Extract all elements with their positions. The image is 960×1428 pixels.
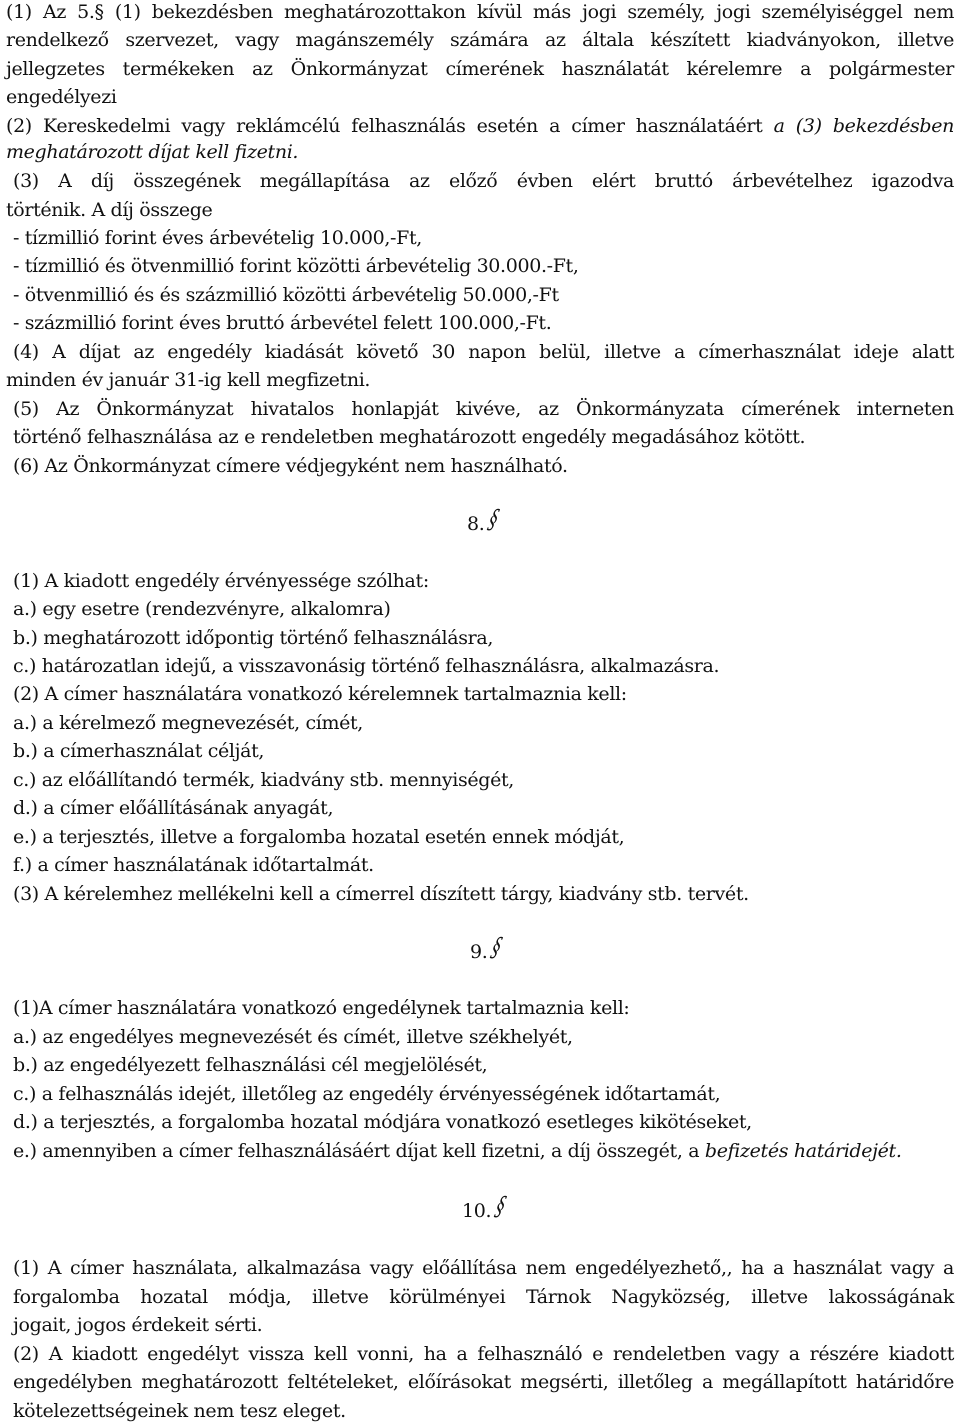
- section-9-heading: [470, 933, 507, 964]
- section-sign-icon: §: [486, 933, 507, 963]
- paragraph-10-2-line-1: (2) A kiadott engedélyt vissza kell vonni, ha a felhasználó e rendeletben vagy a részére kiadott: [13, 1343, 954, 1365]
- paragraph-10-1-line-1: (1) A címer használata, alkalmazása vagy előállítása nem engedélyezhető,, ha a használat vagy a: [13, 1257, 954, 1279]
- paragraph-7-1-line-1: (1) Az 5.§ (1) bekezdésben meghatározottakon kívül más jogi személy, jogi személyiséggel nem: [6, 1, 954, 23]
- paragraph-7-3-line-2: történik. A díj összege: [6, 199, 213, 221]
- paragraph-9-line-6-text: e.) amennyiben a címer felhasználásáért díjat kell fizetni, a díj összegét, a: [13, 1140, 705, 1162]
- paragraph-8-line-8: c.) az előállítandó termék, kiadvány stb. mennyiségét,: [13, 769, 514, 791]
- paragraph-9-line-5: d.) a terjesztés, a forgalomba hozatal módjára vonatkozó esetleges kikötéseket,: [13, 1111, 752, 1133]
- paragraph-8-line-7: b.) a címerhasználat célját,: [13, 740, 265, 762]
- paragraph-7-6-line-1: (6) Az Önkormányzat címere védjegyként nem használható.: [13, 455, 568, 477]
- paragraph-8-line-3: b.) meghatározott időpontig történő felhasználásra,: [13, 627, 494, 649]
- paragraph-8-line-2: a.) egy esetre (rendezvényre, alkalomra): [13, 598, 391, 620]
- section-10-number: 10.: [462, 1200, 492, 1222]
- fee-item-3: - ötvenmillió és és százmillió közötti árbevételig 50.000,-Ft: [13, 284, 559, 306]
- paragraph-9-line-6: [13, 1139, 954, 1163]
- paragraph-10-2-line-3: kötelezettségeinek nem tesz eleget.: [13, 1400, 346, 1422]
- paragraph-7-3-line-1: (3) A díj összegének megállapítása az előző évben elért bruttó árbevételhez igazodva: [13, 170, 954, 192]
- section-10-heading: [462, 1192, 511, 1223]
- paragraph-7-1-line-2: rendelkező szervezet, vagy magánszemély számára az általa készített kiadványokon, illetve: [6, 29, 954, 51]
- paragraph-7-4-line-2: minden év január 31-ig kell megfizetni.: [6, 369, 371, 391]
- section-sign-icon: §: [483, 505, 504, 535]
- paragraph-9-line-1: (1)A címer használatára vonatkozó engedélynek tartalmaznia kell:: [13, 997, 630, 1019]
- section-sign-icon: §: [490, 1192, 511, 1222]
- paragraph-8-line-4: c.) határozatlan idejű, a visszavonásig történő felhasználásra, alkalmazásra.: [13, 655, 720, 677]
- paragraph-8-line-9: d.) a címer előállításának anyagát,: [13, 797, 334, 819]
- paragraph-8-line-6: a.) a kérelmező megnevezését, címét,: [13, 712, 363, 734]
- paragraph-8-line-10: e.) a terjesztés, illetve a forgalomba hozatal esetén ennek módját,: [13, 826, 625, 848]
- paragraph-10-1-line-3: jogait, jogos érdekeit sérti.: [13, 1314, 263, 1336]
- fee-item-2: - tízmillió és ötvenmillió forint közötti árbevételig 30.000.-Ft,: [13, 255, 579, 277]
- paragraph-8-line-12: (3) A kérelemhez mellékelni kell a címerrel díszített tárgy, kiadvány stb. tervét.: [13, 883, 749, 905]
- paragraph-9-line-2: a.) az engedélyes megnevezését és címét, illetve székhelyét,: [13, 1026, 573, 1048]
- paragraph-7-2-text: (2) Kereskedelmi vagy reklámcélú felhasználás esetén a címer használatáért: [6, 115, 774, 137]
- paragraph-10-2-line-2: engedélyben meghatározott feltételeket, előírásokat megsérti, illetőleg a megállapított határidőre: [13, 1371, 954, 1393]
- fee-item-4: - százmillió forint éves bruttó árbevétel felett 100.000,-Ft.: [13, 312, 552, 334]
- paragraph-9-line-4: c.) a felhasználás idejét, illetőleg az engedély érvényességének időtartamát,: [13, 1083, 721, 1105]
- paragraph-8-line-11: f.) a címer használatának időtartalmát.: [13, 854, 374, 876]
- paragraph-10-1-line-2: forgalomba hozatal módja, illetve körülményei Tárnok Nagyközség, illetve lakosságának: [13, 1286, 954, 1308]
- fee-item-1: - tízmillió forint éves árbevételig 10.000,-Ft,: [13, 227, 422, 249]
- section-8-heading: [467, 505, 504, 536]
- paragraph-7-2-line-1: [6, 114, 954, 138]
- paragraph-9-line-3: b.) az engedélyezett felhasználási cél megjelölését,: [13, 1054, 488, 1076]
- paragraph-7-1-line-3: jellegzetes termékeken az Önkormányzat címerének használatát kérelemre a polgármester: [6, 58, 954, 80]
- paragraph-7-1-line-4: engedélyezi: [6, 86, 117, 108]
- paragraph-8-line-5: (2) A címer használatára vonatkozó kérelemnek tartalmaznia kell:: [13, 683, 627, 705]
- section-8-number: 8.: [467, 513, 485, 535]
- paragraph-8-line-1: (1) A kiadott engedély érvényessége szólhat:: [13, 570, 429, 592]
- paragraph-7-2-line-2: meghatározott díjat kell fizetni.: [6, 141, 299, 163]
- paragraph-7-2-italic: a (3) bekezdésben: [773, 115, 954, 137]
- paragraph-7-4-line-1: (4) A díjat az engedély kiadását követő 30 napon belül, illetve a címerhasználat ideje alatt: [13, 341, 954, 363]
- paragraph-7-5-line-1: (5) Az Önkormányzat hivatalos honlapját kivéve, az Önkormányzata címerének interneten: [13, 398, 954, 420]
- paragraph-9-line-6-italic: befizetés határidejét.: [704, 1140, 902, 1162]
- section-9-number: 9.: [470, 941, 488, 963]
- paragraph-7-5-line-2: történő felhasználása az e rendeletben meghatározott engedély megadásához kötött.: [13, 426, 806, 448]
